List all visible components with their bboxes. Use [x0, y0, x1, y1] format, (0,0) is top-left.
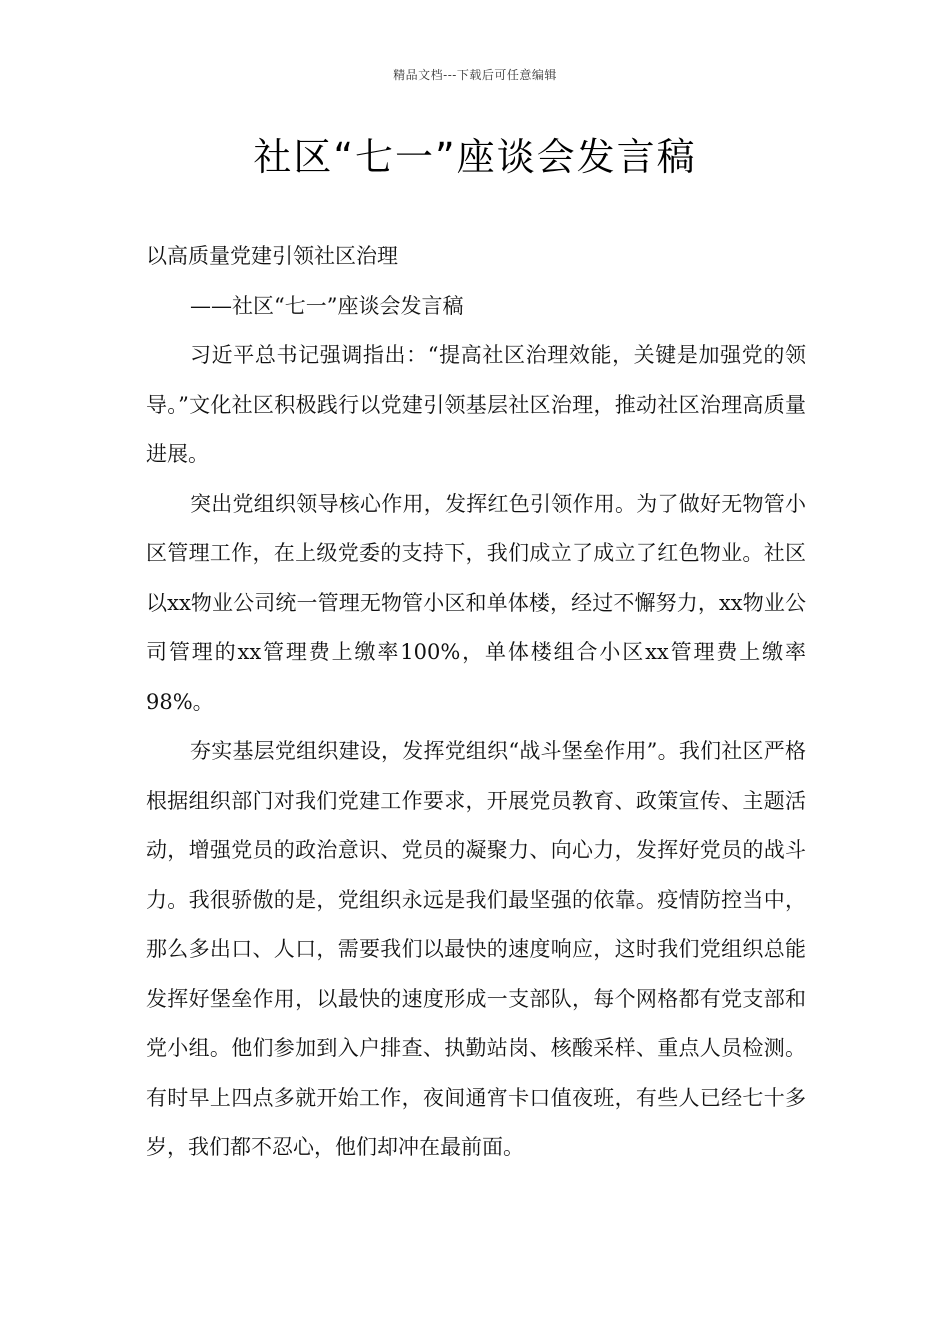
paragraph: 夯实基层党组织建设，发挥党组织“战斗堡垒作用”。我们社区严格根据组织部门对我们党建工作要求，开展党员教育、政策宣传、主题活动，增强党员的政治意识、党员的凝聚力、向心力，发挥好党员的战斗力。我很骄傲的是，党组织永远是我们最坚强的依靠。疫情防控当中，那么多出口、人口，需要我们以最快的速度响应，这时我们党组织总能发挥好堡垒作用，以最快的速度形成一支部队，每个网格都有党支部和党小组。他们参加到入户排查、执勤站岗、核酸采样、重点人员检测。有时早上四点多就开始工作，夜间通宵卡口值夜班，有些人已经七十多岁，我们都不忍心，他们却冲在最前面。 — [146, 739, 806, 1159]
document-title: 社区“七一”座谈会发言稿 — [253, 135, 697, 179]
paragraph: 习近平总书记强调指出：“提高社区治理效能，关键是加强党的领导。”文化社区积极践行以党建引领基层社区治理，推动社区治理高质量进展。 — [146, 343, 806, 466]
document-subtitle: 以高质量党建引领社区治理 — [146, 244, 398, 268]
header-note: 精品文档---下载后可任意编辑 — [393, 68, 557, 82]
document-subtitle-dash: ——社区“七一”座谈会发言稿 — [190, 293, 464, 318]
paragraph: 突出党组织领导核心作用，发挥红色引领作用。为了做好无物管小区管理工作，在上级党委的支持下，我们成立了成立了红色物业。社区以xx物业公司统一管理无物管小区和单体楼，经过不懈努力，xx物业公司管理的xx管理费上缴率100%，单体楼组合小区xx管理费上缴率98%。 — [146, 491, 806, 714]
document-body — [146, 232, 806, 1173]
